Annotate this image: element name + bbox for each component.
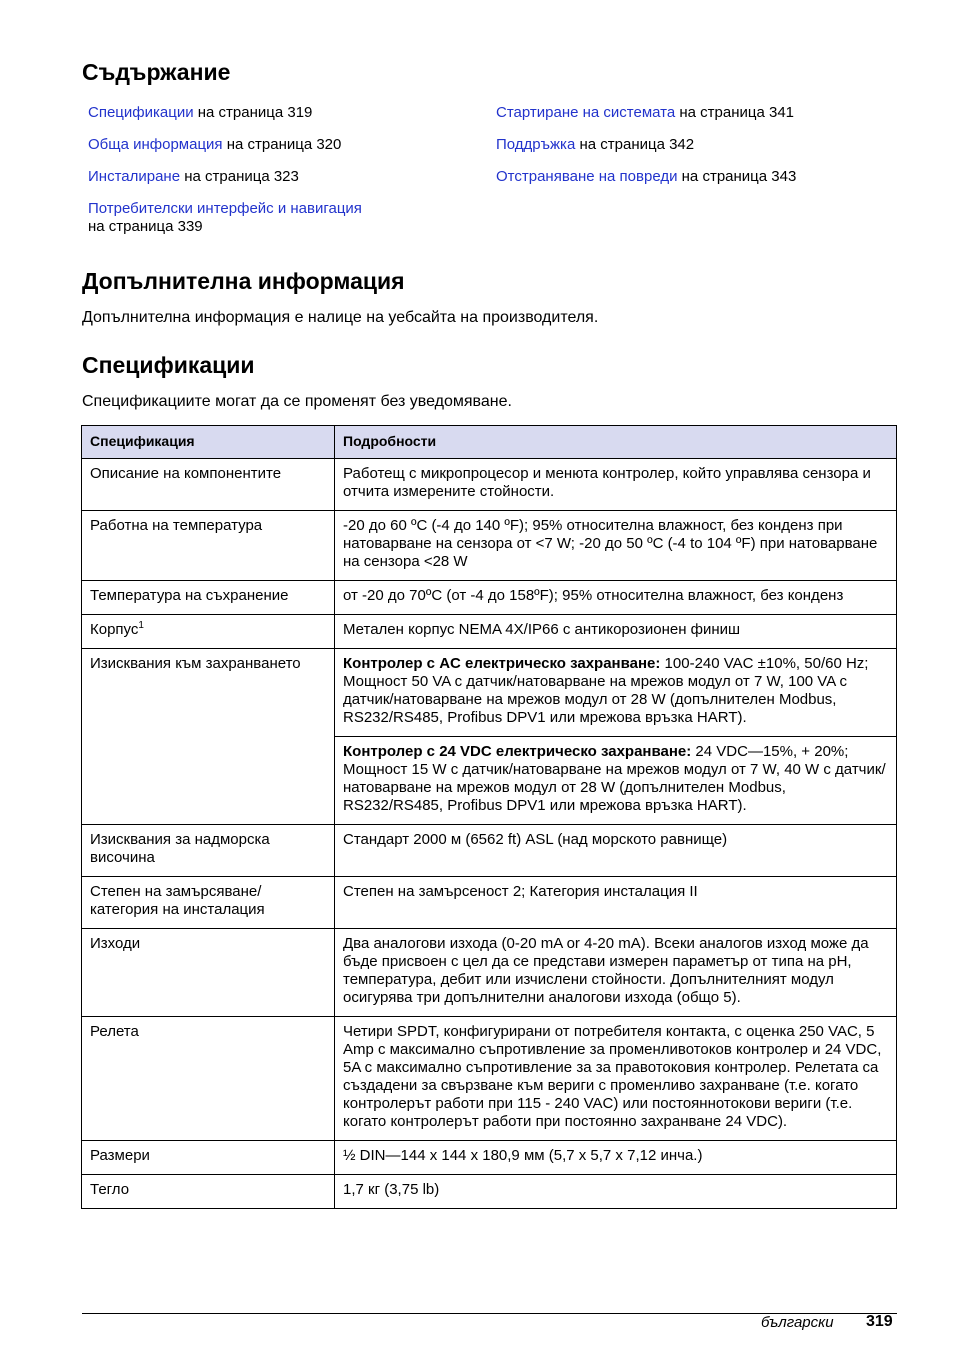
table-row <box>82 929 897 1017</box>
spec-value: Два аналогови изхода (0-20 mA or 4-20 mA). Всеки аналогов изход може да бъде присвоен с цел да се представи измерен параметър от типа на pH, температура, дебит или изчислени стойности. Допълнителният модул осигурява три допълнителни аналогови изхода (общо 5). <box>335 929 897 1017</box>
spec-name: Тегло <box>82 1175 335 1209</box>
toc-entry <box>88 136 428 154</box>
toc-page-ref: на страница 339 <box>88 218 203 235</box>
spec-name: Размери <box>82 1141 335 1175</box>
toc-entry <box>88 104 428 122</box>
spec-name: Релета <box>82 1017 335 1141</box>
toc-link-user-interface[interactable]: Потребителски интерфейс и навигация <box>88 200 362 217</box>
specifications-table <box>81 425 897 1209</box>
spec-value: -20 до 60 ºC (-4 до 140 ºF); 95% относителна влажност, без конденз при натоварване на сензора от <7 W; -20 до 50 ºC (-4 to 104 ºF) при натоварване на сензора <28 W <box>335 511 897 581</box>
table-row <box>82 459 897 511</box>
toc-page-ref: на страница 320 <box>222 136 342 153</box>
spec-name: Изходи <box>82 929 335 1017</box>
toc-link-general-info[interactable]: Обща информация <box>88 136 223 153</box>
table-row <box>82 649 897 737</box>
toc-entry <box>496 104 836 122</box>
toc-link-specifications[interactable]: Спецификации <box>88 104 194 121</box>
toc-entry <box>88 200 428 236</box>
toc-entry <box>88 168 428 186</box>
spec-name: Работна на температура <box>82 511 335 581</box>
column-header-specification: Спецификация <box>82 426 335 459</box>
spec-value: от -20 до 70ºC (от -4 до 158ºF); 95% относителна влажност, без конденз <box>335 581 897 615</box>
dc-power-label: Контролер с 24 VDC електрическо захранване: <box>343 743 692 760</box>
toc-page-ref: на страница 342 <box>575 136 695 153</box>
toc-page-ref: на страница 323 <box>180 168 299 185</box>
ac-power-label: Контролер с AC електрическо захранване: <box>343 655 661 672</box>
spec-value: 1,7 кг (3,75 lb) <box>335 1175 897 1209</box>
table-row <box>82 1017 897 1141</box>
spec-value: Стандарт 2000 м (6562 ft) ASL (над морското равнище) <box>335 825 897 877</box>
ac-power-text: 100-240 VAC ±10%, 50/60 Hz; Мощност 50 VA с датчик/натоварване на мрежов модул от 7 W, 100 VA с датчик/натоварване на мрежов модул от 28 W (допълнителен Modbus, RS232/RS485, Profibus DPV1 или мрежова връзка HART). <box>343 655 869 726</box>
spec-name <box>82 615 335 649</box>
column-header-details: Подробности <box>335 426 897 459</box>
spec-name: Описание на компонентите <box>82 459 335 511</box>
table-row <box>82 1141 897 1175</box>
additional-info-heading: Допълнителна информация <box>82 268 405 294</box>
table-row <box>82 877 897 929</box>
spec-value-ac <box>335 649 897 737</box>
toc-entry <box>496 136 836 154</box>
toc-page-ref: на страница 343 <box>677 168 797 185</box>
table-row <box>82 825 897 877</box>
dc-power-text: 24 VDC—15%, + 20%; Мощност 15 W с датчик/натоварване на мрежов модул от 7 W, 40 W с датчик/натоварване на мрежов модул от 28 W (допълнителен Modbus, RS232/RS485, Profibus DPV1 или мрежова връзка HART). <box>343 743 886 814</box>
table-row <box>82 615 897 649</box>
spec-name: Изисквания за надморска височина <box>82 825 335 877</box>
spec-name-text: Корпус <box>90 621 139 638</box>
table-row <box>82 581 897 615</box>
toc-entry <box>496 168 836 186</box>
table-row <box>82 511 897 581</box>
toc-page-ref: на страница 319 <box>193 104 313 121</box>
spec-name: Температура на съхранение <box>82 581 335 615</box>
spec-value: ½ DIN—144 x 144 x 180,9 мм (5,7 x 5,7 x 7,12 инча.) <box>335 1141 897 1175</box>
spec-value-dc <box>335 737 897 825</box>
spec-value: Метален корпус NEMA 4X/IP66 с антикорозионен финиш <box>335 615 897 649</box>
specifications-intro: Спецификациите могат да се променят без уведомяване. <box>82 393 512 410</box>
additional-info-text: Допълнителна информация е налице на уебсайта на производителя. <box>82 309 599 326</box>
spec-name: Изисквания към захранването <box>82 649 335 825</box>
toc-heading: Съдържание <box>82 59 231 85</box>
specifications-heading: Спецификации <box>82 352 255 378</box>
toc-left-column <box>88 104 428 250</box>
toc-link-troubleshooting[interactable]: Отстраняване на повреди <box>496 168 678 185</box>
spec-value: Четири SPDT, конфигурирани от потребителя контакта, с оценка 250 VAC, 5 Amp с максимално съпротивление за променливотоков контролер и 24 VDC, 5A с максимално съпротивление за за правотоковия контролер. Релетата са създадени за свързване към вериги с променливо захранване (т.е. когато контролерът работи при 115 - 240 VAC) или постояннотокови вериги (т.е. когато контролерът работи при постоянно захранване 24 VDC). <box>335 1017 897 1141</box>
table-header-row <box>82 426 897 459</box>
table-row <box>82 1175 897 1209</box>
toc-link-maintenance[interactable]: Поддръжка <box>496 136 576 153</box>
toc-page-ref: на страница 341 <box>675 104 795 121</box>
toc-link-startup[interactable]: Стартиране на системата <box>496 104 676 121</box>
footer-language: български <box>761 1314 834 1331</box>
spec-value: Работещ с микропроцесор и менюта контролер, който управлява сензора и отчита измерените стойности. <box>335 459 897 511</box>
toc-link-installation[interactable]: Инсталиране <box>88 168 181 185</box>
toc-right-column <box>496 104 836 200</box>
spec-name: Степен на замърсяване/категория на инсталация <box>82 877 335 929</box>
footnote-marker: 1 <box>138 620 144 631</box>
spec-value: Степен на замърсеност 2; Категория инсталация II <box>335 877 897 929</box>
page-number: 319 <box>866 1313 893 1330</box>
